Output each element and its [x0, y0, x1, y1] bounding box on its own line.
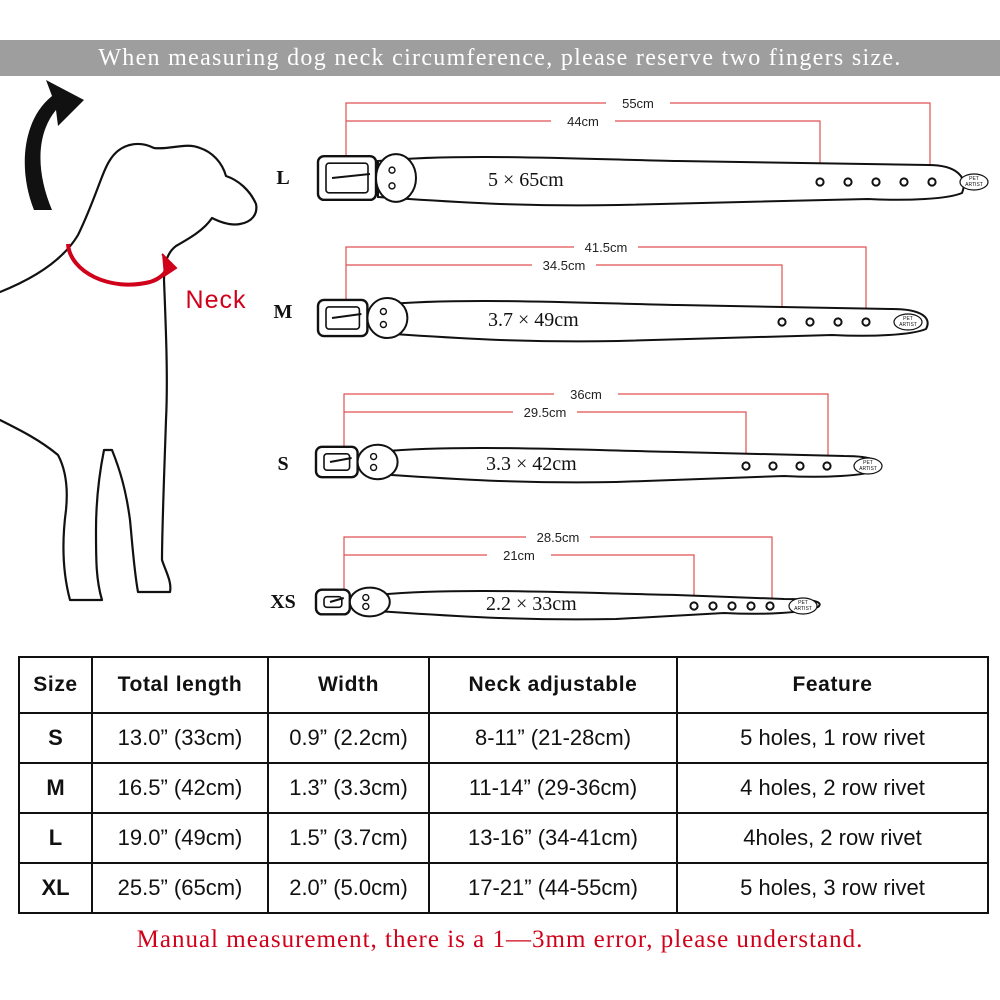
collar-hole: [747, 602, 754, 609]
cell-total-length: 19.0” (49cm): [92, 813, 268, 863]
collar-hole: [862, 318, 869, 325]
logo-text: ARTIST: [794, 606, 812, 612]
collar-s: [277, 385, 882, 482]
collar-size-label: M: [273, 301, 293, 323]
collar-hole: [823, 462, 830, 469]
collar-l: [276, 94, 988, 205]
cell-size: M: [19, 763, 92, 813]
outer-length-label: 55cm: [622, 96, 654, 111]
table-row: [19, 713, 988, 763]
cell-neck-adjustable: 13-16” (34-41cm): [429, 813, 677, 863]
table-row: [19, 813, 988, 863]
collar-hole: [742, 462, 749, 469]
measuring-tip-banner: When measuring dog neck circumference, please reserve two fingers size.: [0, 40, 1000, 76]
keeper-loop: [350, 588, 390, 617]
collar-hole: [728, 602, 735, 609]
logo-text: ARTIST: [899, 322, 917, 328]
keeper-loop: [367, 298, 407, 338]
cell-width: 2.0” (5.0cm): [268, 863, 429, 913]
cell-width: 1.5” (3.7cm): [268, 813, 429, 863]
inner-length-label: 44cm: [567, 114, 599, 129]
inner-length-label: 29.5cm: [523, 405, 567, 420]
logo-text: PET: [969, 176, 979, 182]
keeper-loop: [376, 154, 416, 202]
logo-text: PET: [863, 460, 873, 466]
collar-size-label: XS: [270, 591, 296, 613]
collar-dimensions: 3.3 × 42cm: [486, 453, 577, 475]
cell-size: XL: [19, 863, 92, 913]
table-row: [19, 763, 988, 813]
collar-hole: [900, 178, 907, 185]
cell-feature: 4holes, 2 row rivet: [677, 813, 988, 863]
measurement-error-note: Manual measurement, there is a 1—3mm error, please understand.: [136, 926, 864, 953]
cell-width: 1.3” (3.3cm): [268, 763, 429, 813]
cell-feature: 4 holes, 2 row rivet: [677, 763, 988, 813]
collar-hole: [709, 602, 716, 609]
cell-neck-adjustable: 17-21” (44-55cm): [429, 863, 677, 913]
neck-loop: [68, 244, 246, 314]
dog-silhouette-icon: [0, 144, 256, 600]
cell-feature: 5 holes, 1 row rivet: [677, 713, 988, 763]
cell-total-length: 13.0” (33cm): [92, 713, 268, 763]
table-row: [19, 863, 988, 913]
cell-total-length: 16.5” (42cm): [92, 763, 268, 813]
cell-feature: 5 holes, 3 row rivet: [677, 863, 988, 913]
table-header-row: [19, 657, 988, 713]
cell-width: 0.9” (2.2cm): [268, 713, 429, 763]
cell-neck-adjustable: 11-14” (29-36cm): [429, 763, 677, 813]
collar-dimensions: 2.2 × 33cm: [486, 593, 577, 615]
collar-hole: [766, 602, 773, 609]
collar-hole: [778, 318, 785, 325]
cell-neck-adjustable: 8-11” (21-28cm): [429, 713, 677, 763]
cell-total-length: 25.5” (65cm): [92, 863, 268, 913]
header-size: Size: [19, 657, 92, 713]
collar-hole: [928, 178, 935, 185]
inner-length-label: 21cm: [503, 548, 535, 563]
header-neck-adjustable: Neck adjustable: [429, 657, 677, 713]
logo-text: ARTIST: [965, 182, 983, 188]
outer-length-label: 36cm: [570, 387, 602, 402]
collar-strap: [378, 301, 928, 341]
collar-hole: [816, 178, 823, 185]
collar-m: [274, 238, 928, 341]
collar-hole: [834, 318, 841, 325]
collar-xs: [270, 528, 819, 619]
collar-hole: [806, 318, 813, 325]
collar-dimensions: 3.7 × 49cm: [488, 309, 579, 331]
cell-size: L: [19, 813, 92, 863]
collar-size-label: L: [276, 167, 290, 189]
keeper-loop: [358, 445, 398, 479]
outer-length-label: 28.5cm: [536, 530, 580, 545]
collar-hole: [796, 462, 803, 469]
logo-text: ARTIST: [859, 466, 877, 472]
header-width: Width: [268, 657, 429, 713]
collar-hole: [690, 602, 697, 609]
size-chart-table: [18, 656, 989, 914]
collar-size-label: S: [277, 453, 289, 475]
neck-label: Neck: [185, 286, 247, 314]
collar-hole: [844, 178, 851, 185]
logo-text: PET: [798, 600, 808, 606]
collar-hole: [872, 178, 879, 185]
collar-dimensions: 5 × 65cm: [488, 169, 564, 191]
collar-hole: [769, 462, 776, 469]
buckle-icon: [316, 447, 358, 477]
inner-length-label: 34.5cm: [542, 258, 586, 273]
curved-arrow-icon: [25, 80, 84, 210]
cell-size: S: [19, 713, 92, 763]
outer-length-label: 41.5cm: [584, 240, 628, 255]
logo-text: PET: [903, 316, 913, 322]
header-total-length: Total length: [92, 657, 268, 713]
header-feature: Feature: [677, 657, 988, 713]
